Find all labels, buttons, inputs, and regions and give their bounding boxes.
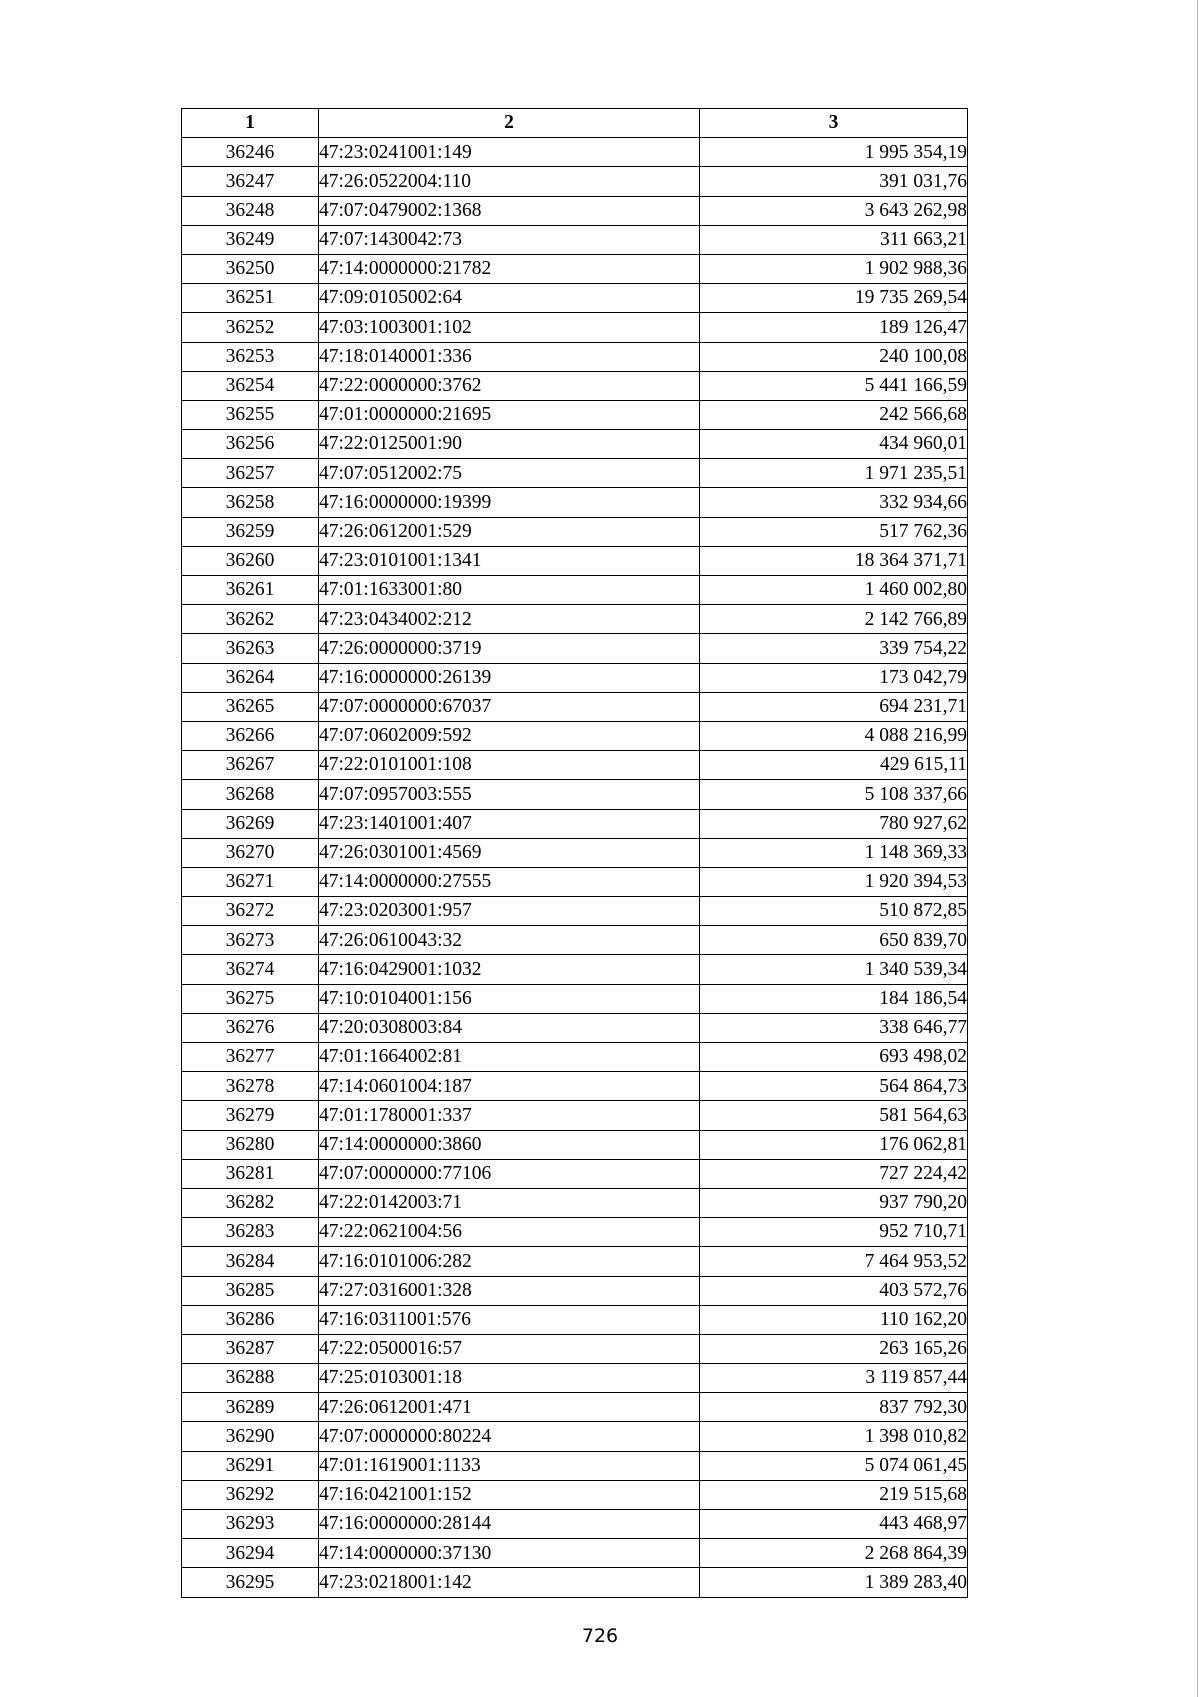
cadastral-value-cell: 240 100,08 (700, 342, 968, 371)
table-row (182, 780, 968, 809)
cadastral-number-cell: 47:14:0000000:21782 (319, 254, 700, 283)
cadastral-value-cell: 18 364 371,71 (700, 546, 968, 575)
table-row (182, 897, 968, 926)
cadastral-number-cell: 47:14:0000000:27555 (319, 867, 700, 896)
cadastral-number-cell: 47:18:0140001:336 (319, 342, 700, 371)
cadastral-value-cell: 332 934,66 (700, 488, 968, 517)
cadastral-number-cell: 47:14:0000000:37130 (319, 1539, 700, 1568)
cadastral-value-cell: 952 710,71 (700, 1218, 968, 1247)
table-row (182, 838, 968, 867)
cadastral-number-cell: 47:16:0421001:152 (319, 1480, 700, 1509)
table-row (182, 1393, 968, 1422)
table-row (182, 1072, 968, 1101)
header-row (182, 109, 968, 138)
cadastral-value-cell: 564 864,73 (700, 1072, 968, 1101)
table-row (182, 809, 968, 838)
cadastral-number-cell: 47:25:0103001:18 (319, 1364, 700, 1393)
cadastral-number-cell: 47:07:0000000:80224 (319, 1422, 700, 1451)
row-number-cell: 36259 (182, 517, 319, 546)
cadastral-value-cell: 403 572,76 (700, 1276, 968, 1305)
row-number-cell: 36287 (182, 1334, 319, 1363)
table-header (182, 109, 968, 138)
row-number-cell: 36286 (182, 1305, 319, 1334)
cadastral-number-cell: 47:07:1430042:73 (319, 225, 700, 254)
cadastral-number-cell: 47:07:0957003:555 (319, 780, 700, 809)
table-row (182, 138, 968, 167)
cadastral-value-cell: 581 564,63 (700, 1101, 968, 1130)
table-row (182, 634, 968, 663)
cadastral-value-cell: 311 663,21 (700, 225, 968, 254)
table-row (182, 167, 968, 196)
cadastral-number-cell: 47:01:1664002:81 (319, 1043, 700, 1072)
cadastral-value-cell: 694 231,71 (700, 692, 968, 721)
row-number-cell: 36261 (182, 576, 319, 605)
row-number-cell: 36273 (182, 926, 319, 955)
cadastral-value-cell: 5 441 166,59 (700, 371, 968, 400)
cadastral-number-cell: 47:16:0311001:576 (319, 1305, 700, 1334)
cadastral-number-cell: 47:26:0301001:4569 (319, 838, 700, 867)
cadastral-number-cell: 47:16:0000000:28144 (319, 1510, 700, 1539)
table-row (182, 459, 968, 488)
row-number-cell: 36290 (182, 1422, 319, 1451)
cadastral-value-cell: 2 142 766,89 (700, 605, 968, 634)
row-number-cell: 36262 (182, 605, 319, 634)
cadastral-number-cell: 47:26:0610043:32 (319, 926, 700, 955)
row-number-cell: 36284 (182, 1247, 319, 1276)
row-number-cell: 36295 (182, 1568, 319, 1597)
table-row (182, 488, 968, 517)
cadastral-value-cell: 1 920 394,53 (700, 867, 968, 896)
cadastral-value-cell: 1 902 988,36 (700, 254, 968, 283)
cadastral-number-cell: 47:23:0101001:1341 (319, 546, 700, 575)
table-row (182, 1043, 968, 1072)
column-header-2: 2 (319, 109, 700, 138)
cadastral-number-cell: 47:22:0500016:57 (319, 1334, 700, 1363)
row-number-cell: 36282 (182, 1188, 319, 1217)
table-row (182, 430, 968, 459)
cadastral-value-cell: 1 971 235,51 (700, 459, 968, 488)
row-number-cell: 36281 (182, 1159, 319, 1188)
table-row (182, 663, 968, 692)
cadastral-value-cell: 1 389 283,40 (700, 1568, 968, 1597)
table-row (182, 576, 968, 605)
row-number-cell: 36266 (182, 721, 319, 750)
table-row (182, 751, 968, 780)
table-row (182, 926, 968, 955)
table-row (182, 1364, 968, 1393)
cadastral-number-cell: 47:16:0429001:1032 (319, 955, 700, 984)
cadastral-number-cell: 47:07:0000000:77106 (319, 1159, 700, 1188)
cadastral-number-cell: 47:14:0000000:3860 (319, 1130, 700, 1159)
row-number-cell: 36256 (182, 430, 319, 459)
table-row (182, 254, 968, 283)
table-row (182, 692, 968, 721)
row-number-cell: 36272 (182, 897, 319, 926)
row-number-cell: 36251 (182, 284, 319, 313)
cadastral-number-cell: 47:22:0000000:3762 (319, 371, 700, 400)
cadastral-number-cell: 47:27:0316001:328 (319, 1276, 700, 1305)
cadastral-value-cell: 780 927,62 (700, 809, 968, 838)
cadastral-value-cell: 1 398 010,82 (700, 1422, 968, 1451)
table-row (182, 1305, 968, 1334)
cadastral-number-cell: 47:23:0241001:149 (319, 138, 700, 167)
table-row (182, 1159, 968, 1188)
row-number-cell: 36267 (182, 751, 319, 780)
table-row (182, 721, 968, 750)
row-number-cell: 36270 (182, 838, 319, 867)
table-row (182, 1130, 968, 1159)
cadastral-value-cell: 263 165,26 (700, 1334, 968, 1363)
row-number-cell: 36279 (182, 1101, 319, 1130)
cadastral-value-cell: 5 108 337,66 (700, 780, 968, 809)
table-row (182, 1480, 968, 1509)
cadastral-number-cell: 47:03:1003001:102 (319, 313, 700, 342)
cadastral-number-cell: 47:14:0601004:187 (319, 1072, 700, 1101)
cadastral-number-cell: 47:22:0142003:71 (319, 1188, 700, 1217)
cadastral-number-cell: 47:16:0101006:282 (319, 1247, 700, 1276)
cadastral-value-table (181, 108, 968, 1598)
cadastral-value-cell: 3 643 262,98 (700, 196, 968, 225)
cadastral-number-cell: 47:23:0203001:957 (319, 897, 700, 926)
cadastral-value-cell: 219 515,68 (700, 1480, 968, 1509)
cadastral-value-cell: 5 074 061,45 (700, 1451, 968, 1480)
row-number-cell: 36285 (182, 1276, 319, 1305)
row-number-cell: 36246 (182, 138, 319, 167)
row-number-cell: 36274 (182, 955, 319, 984)
row-number-cell: 36276 (182, 1013, 319, 1042)
table-row (182, 1334, 968, 1363)
table-row (182, 342, 968, 371)
table-row (182, 984, 968, 1013)
table-row (182, 196, 968, 225)
page-edge-divider (1197, 0, 1198, 1697)
table-row (182, 1451, 968, 1480)
table-row (182, 225, 968, 254)
cadastral-number-cell: 47:23:1401001:407 (319, 809, 700, 838)
cadastral-number-cell: 47:10:0104001:156 (319, 984, 700, 1013)
cadastral-number-cell: 47:07:0602009:592 (319, 721, 700, 750)
cadastral-number-cell: 47:07:0512002:75 (319, 459, 700, 488)
table-row (182, 605, 968, 634)
table-row (182, 371, 968, 400)
table-row (182, 400, 968, 429)
cadastral-number-cell: 47:16:0000000:19399 (319, 488, 700, 517)
cadastral-value-cell: 1 995 354,19 (700, 138, 968, 167)
cadastral-number-cell: 47:26:0612001:471 (319, 1393, 700, 1422)
column-header-3: 3 (700, 109, 968, 138)
cadastral-value-cell: 434 960,01 (700, 430, 968, 459)
table-row (182, 1218, 968, 1247)
table-row (182, 1013, 968, 1042)
cadastral-value-cell: 517 762,36 (700, 517, 968, 546)
cadastral-value-cell: 176 062,81 (700, 1130, 968, 1159)
table-row (182, 284, 968, 313)
table-body (182, 138, 968, 1597)
cadastral-value-cell: 110 162,20 (700, 1305, 968, 1334)
cadastral-value-cell: 443 468,97 (700, 1510, 968, 1539)
row-number-cell: 36252 (182, 313, 319, 342)
table-row (182, 1539, 968, 1568)
row-number-cell: 36289 (182, 1393, 319, 1422)
cadastral-value-cell: 429 615,11 (700, 751, 968, 780)
cadastral-value-cell: 2 268 864,39 (700, 1539, 968, 1568)
cadastral-number-cell: 47:01:1780001:337 (319, 1101, 700, 1130)
cadastral-value-cell: 510 872,85 (700, 897, 968, 926)
row-number-cell: 36268 (182, 780, 319, 809)
table-row (182, 1188, 968, 1217)
table-row (182, 1101, 968, 1130)
table-row (182, 1510, 968, 1539)
table-row (182, 1247, 968, 1276)
cadastral-number-cell: 47:01:0000000:21695 (319, 400, 700, 429)
cadastral-value-cell: 339 754,22 (700, 634, 968, 663)
cadastral-number-cell: 47:26:0000000:3719 (319, 634, 700, 663)
cadastral-value-cell: 173 042,79 (700, 663, 968, 692)
row-number-cell: 36294 (182, 1539, 319, 1568)
row-number-cell: 36253 (182, 342, 319, 371)
row-number-cell: 36249 (182, 225, 319, 254)
cadastral-number-cell: 47:16:0000000:26139 (319, 663, 700, 692)
cadastral-value-cell: 693 498,02 (700, 1043, 968, 1072)
cadastral-value-cell: 1 460 002,80 (700, 576, 968, 605)
cadastral-value-cell: 650 839,70 (700, 926, 968, 955)
cadastral-number-cell: 47:26:0612001:529 (319, 517, 700, 546)
cadastral-number-cell: 47:22:0125001:90 (319, 430, 700, 459)
row-number-cell: 36277 (182, 1043, 319, 1072)
cadastral-value-cell: 3 119 857,44 (700, 1364, 968, 1393)
row-number-cell: 36255 (182, 400, 319, 429)
page-number: 726 (581, 1625, 619, 1647)
table-row (182, 955, 968, 984)
cadastral-value-cell: 4 088 216,99 (700, 721, 968, 750)
cadastral-number-cell: 47:09:0105002:64 (319, 284, 700, 313)
row-number-cell: 36264 (182, 663, 319, 692)
row-number-cell: 36254 (182, 371, 319, 400)
cadastral-value-cell: 391 031,76 (700, 167, 968, 196)
row-number-cell: 36283 (182, 1218, 319, 1247)
table-row (182, 313, 968, 342)
row-number-cell: 36293 (182, 1510, 319, 1539)
row-number-cell: 36275 (182, 984, 319, 1013)
cadastral-value-cell: 1 340 539,34 (700, 955, 968, 984)
cadastral-number-cell: 47:23:0434002:212 (319, 605, 700, 634)
row-number-cell: 36291 (182, 1451, 319, 1480)
cadastral-number-cell: 47:26:0522004:110 (319, 167, 700, 196)
table-row (182, 867, 968, 896)
cadastral-value-cell: 19 735 269,54 (700, 284, 968, 313)
cadastral-value-cell: 7 464 953,52 (700, 1247, 968, 1276)
table-row (182, 1568, 968, 1597)
table-row (182, 1422, 968, 1451)
row-number-cell: 36271 (182, 867, 319, 896)
cadastral-value-cell: 727 224,42 (700, 1159, 968, 1188)
table-row (182, 517, 968, 546)
cadastral-number-cell: 47:22:0101001:108 (319, 751, 700, 780)
cadastral-value-cell: 837 792,30 (700, 1393, 968, 1422)
table-row (182, 546, 968, 575)
cadastral-number-cell: 47:20:0308003:84 (319, 1013, 700, 1042)
cadastral-number-cell: 47:22:0621004:56 (319, 1218, 700, 1247)
row-number-cell: 36250 (182, 254, 319, 283)
row-number-cell: 36280 (182, 1130, 319, 1159)
cadastral-value-cell: 242 566,68 (700, 400, 968, 429)
cadastral-value-cell: 189 126,47 (700, 313, 968, 342)
cadastral-number-cell: 47:01:1619001:1133 (319, 1451, 700, 1480)
row-number-cell: 36265 (182, 692, 319, 721)
row-number-cell: 36260 (182, 546, 319, 575)
row-number-cell: 36258 (182, 488, 319, 517)
row-number-cell: 36292 (182, 1480, 319, 1509)
row-number-cell: 36288 (182, 1364, 319, 1393)
table-row (182, 1276, 968, 1305)
column-header-1: 1 (182, 109, 319, 138)
cadastral-value-cell: 1 148 369,33 (700, 838, 968, 867)
row-number-cell: 36263 (182, 634, 319, 663)
cadastral-number-cell: 47:07:0479002:1368 (319, 196, 700, 225)
cadastral-number-cell: 47:01:1633001:80 (319, 576, 700, 605)
row-number-cell: 36248 (182, 196, 319, 225)
cadastral-value-cell: 338 646,77 (700, 1013, 968, 1042)
cadastral-value-cell: 184 186,54 (700, 984, 968, 1013)
row-number-cell: 36278 (182, 1072, 319, 1101)
row-number-cell: 36269 (182, 809, 319, 838)
cadastral-value-cell: 937 790,20 (700, 1188, 968, 1217)
cadastral-number-cell: 47:07:0000000:67037 (319, 692, 700, 721)
cadastral-number-cell: 47:23:0218001:142 (319, 1568, 700, 1597)
row-number-cell: 36257 (182, 459, 319, 488)
row-number-cell: 36247 (182, 167, 319, 196)
